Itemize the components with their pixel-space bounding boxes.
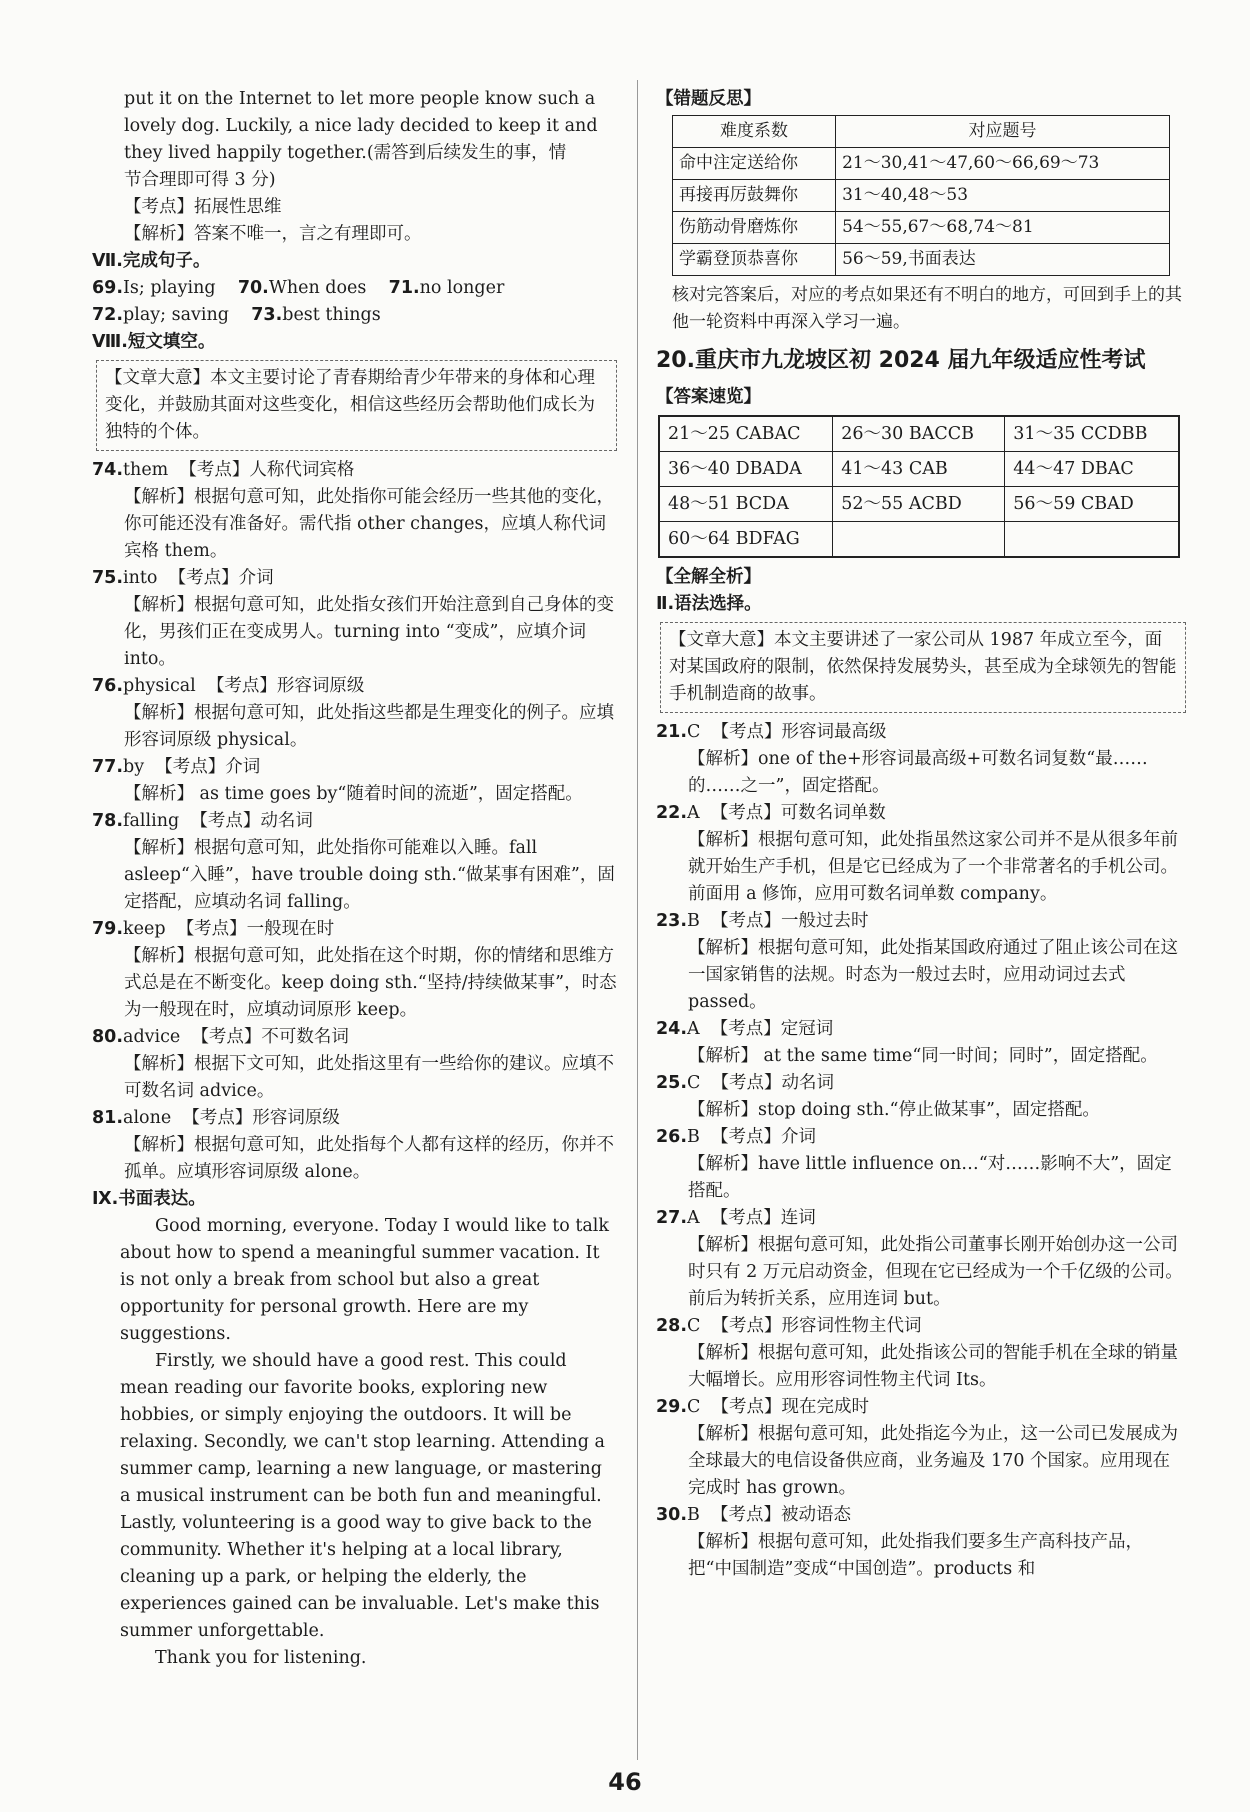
key-point: 【考点】人称代词宾格	[179, 460, 355, 480]
text-line: lovely dog. Luckily, a nice lady decided to keep it and	[124, 116, 598, 136]
answer-item	[656, 1070, 1186, 1124]
summary-box: 【文章大意】本文主要讨论了青春期给青少年带来的身体和心理变化，并鼓励其面对这些变化，相信这些经历会帮助他们成长为独特的个体。	[96, 360, 617, 451]
table-cell: 伤筋动骨磨炼你	[673, 212, 836, 244]
error-reflection-table	[672, 115, 1170, 276]
answer-item	[656, 719, 1186, 800]
table-header-row	[673, 116, 1170, 148]
table-cell	[1005, 522, 1179, 558]
analysis: 【解析】根据句意可知，此处指迄今为止，这一公司已发展成为全球最大的电信设备供应商，业务遍及 170 个国家。应用现在完成时 has grown。	[688, 1424, 1178, 1498]
table-cell: 56～59 CBAD	[1005, 487, 1179, 522]
key-point: 【考点】不可数名词	[191, 1027, 349, 1047]
question-number: 80.	[92, 1027, 124, 1047]
answer-item	[92, 1105, 617, 1186]
analysis: 【解析】根据句意可知，此处指该公司的智能手机在全球的销量大幅增长。应用形容词性物主代词 Its。	[688, 1343, 1178, 1390]
essay-paragraph: Good morning, everyone. Today I would like to talk about how to spend a meaningful summer vacation. It is not only a break from school but also a great opportunity for personal growth. Here are my suggestions.	[120, 1216, 609, 1344]
answer: B	[687, 1127, 700, 1147]
table-cell: 命中注定送给你	[673, 148, 836, 180]
question-number: 73.	[251, 305, 283, 325]
answer-item	[656, 908, 1186, 1016]
table-cell: 48～51 BCDA	[659, 487, 833, 522]
table-cell: 41～43 CAB	[833, 452, 1005, 487]
question-number: 26.	[656, 1127, 688, 1147]
answer-item	[92, 916, 617, 1024]
question-number: 69.	[92, 278, 124, 298]
answer-item	[92, 808, 617, 916]
answer: A	[687, 1019, 700, 1039]
table-cell: 学霸登顶恭喜你	[673, 244, 836, 276]
question-number: 24.	[656, 1019, 688, 1039]
right-column	[656, 86, 1186, 1583]
analysis: 【解析】根据句意可知，此处指某国政府通过了阻止该公司在这一国家销售的法规。时态为一般过去时，应用动词过去式 passed。	[688, 938, 1178, 1012]
table-cell: 36～40 DBADA	[659, 452, 833, 487]
answer: A	[687, 803, 700, 823]
analysis-label: 【解析】	[688, 1532, 758, 1552]
text-line: 节合理即可得 3 分)	[124, 170, 276, 190]
answer-grid	[658, 415, 1180, 558]
section-heading: Ⅸ.书面表达。	[92, 1189, 206, 1209]
section-heading: Ⅶ.完成句子。	[92, 251, 211, 271]
answer-overview-title: 【答案速览】	[656, 387, 761, 407]
answer: falling	[123, 811, 180, 831]
question-number: 75.	[92, 568, 124, 588]
table-cell: 52～55 ACBD	[833, 487, 1005, 522]
table-cell: 再接再厉鼓舞你	[673, 180, 836, 212]
key-point: 【考点】动名词	[190, 811, 313, 831]
answer-item	[656, 1016, 1186, 1070]
key-point: 【考点】形容词原级	[206, 676, 365, 696]
page-number: 46	[608, 1768, 642, 1796]
answer: play; saving	[123, 305, 229, 325]
analysis: 【解析】根据句意可知，此处指女孩们开始注意到自己身体的变化，男孩们正在变成男人。turning into “变成”，应填介词 into。	[124, 595, 614, 669]
answer: by	[123, 757, 145, 777]
table-row	[673, 212, 1170, 244]
question-number: 29.	[656, 1397, 688, 1417]
key-point: 【考点】一般过去时	[711, 911, 869, 931]
key-point: 【考点】定冠词	[710, 1019, 834, 1039]
table-cell: 31～35 CCDBB	[1005, 416, 1179, 452]
question-number: 77.	[92, 757, 124, 777]
answer-line	[92, 275, 617, 302]
section-heading: Ⅱ.语法选择。	[656, 594, 762, 614]
answer: Is; playing	[123, 278, 216, 298]
table-row	[673, 244, 1170, 276]
analysis: 【解析】答案不唯一，言之有理即可。	[124, 224, 422, 244]
question-number: 76.	[92, 676, 124, 696]
answer: C	[687, 722, 701, 742]
section-heading: Ⅷ.短文填空。	[92, 332, 216, 352]
answer-item	[92, 754, 617, 808]
text-line: put it on the Internet to let more people know such a	[124, 89, 596, 109]
answer-item	[656, 1205, 1186, 1313]
analysis: 【解析】根据句意可知，此处指你可能难以入睡。fall asleep“入睡”，have trouble doing sth.“做某事有困难”，固定搭配，应填动名词 falling。	[124, 838, 615, 912]
analysis: 【解析】one of the+形容词最高级+可数名词复数“最……的……之一”，固定搭配。	[688, 749, 1148, 796]
question-number: 78.	[92, 811, 124, 831]
answer-item	[92, 565, 617, 673]
summary-box: 【文章大意】本文主要讲述了一家公司从 1987 年成立至今，面对某国政府的限制，依然保持发展势头，甚至成为全球领先的智能手机制造商的故事。	[660, 622, 1186, 713]
essay-paragraph: Thank you for listening.	[155, 1648, 367, 1668]
analysis: 【解析】根据句意可知，此处指在这个时期，你的情绪和思维方式总是在不断变化。keep doing sth.“坚持/持续做某事”，时态为一般现在时，应填动词原形 keep。	[124, 946, 617, 1020]
answer-item	[92, 457, 617, 565]
answer: them	[123, 460, 169, 480]
answer-item	[656, 1124, 1186, 1205]
table-header: 对应题号	[836, 116, 1170, 148]
question-number: 23.	[656, 911, 688, 931]
analysis: 【解析】根据句意可知，此处指虽然这家公司并不是从很多年前就开始生产手机，但是它已经成为了一个非常著名的手机公司。前面用 a 修饰，应用可数名词单数 company。	[688, 830, 1178, 904]
full-analysis-title: 【全解全析】	[656, 567, 761, 587]
table-cell	[833, 522, 1005, 558]
table-header: 难度系数	[673, 116, 836, 148]
answer: keep	[123, 919, 166, 939]
answer: no longer	[419, 278, 505, 298]
answer: C	[687, 1073, 701, 1093]
question-number: 74.	[92, 460, 124, 480]
analysis: 【解析】stop doing sth.“停止做某事”，固定搭配。	[688, 1100, 1100, 1120]
analysis	[656, 1529, 1186, 1583]
key-point: 【考点】形容词性物主代词	[711, 1316, 922, 1336]
answer: B	[687, 1505, 700, 1525]
error-reflection-title: 【错题反思】	[656, 89, 761, 109]
question-number: 22.	[656, 803, 688, 823]
key-point: 【考点】现在完成时	[711, 1397, 870, 1417]
table-cell: 54～55,67～68,74～81	[836, 212, 1170, 244]
answer-item	[656, 1313, 1186, 1394]
answer-item	[656, 1394, 1186, 1502]
answer-item	[92, 673, 617, 754]
essay	[92, 1213, 617, 1672]
key-point: 【考点】一般现在时	[176, 919, 335, 939]
left-column	[92, 86, 617, 1672]
key-point: 【考点】被动语态	[711, 1505, 852, 1525]
key-point: 【考点】形容词原级	[182, 1108, 340, 1128]
analysis: 【解析】根据下文可知，此处指这里有一些给你的建议。应填不可数名词 advice。	[124, 1054, 614, 1101]
key-point: 【考点】动名词	[711, 1073, 835, 1093]
table-cell: 60～64 BDFAG	[659, 522, 833, 558]
question-number: 79.	[92, 919, 124, 939]
analysis: 【解析】根据句意可知，此处指每个人都有这样的经历，你并不孤单。应填形容词原级 alone。	[124, 1135, 614, 1182]
key-point: 【考点】介词	[711, 1127, 817, 1147]
question-number: 25.	[656, 1073, 688, 1093]
analysis: 【解析】根据句意可知，此处指这些都是生理变化的例子。应填形容词原级 physical。	[124, 703, 614, 750]
question-number: 81.	[92, 1108, 124, 1128]
analysis-text: 根据句意可知，此处指我们要多生产高科技产品，把“中国制造”变成“中国创造”。products 和	[688, 1532, 1143, 1579]
analysis: 【解析】根据句意可知，此处指公司董事长刚开始创办这一公司时只有 2 万元启动资金，但现在它已经成为一个千亿级的公司。前后为转折关系，应用连词 but。	[688, 1235, 1183, 1309]
exam-title: 20.重庆市九龙坡区初 2024 届九年级适应性考试	[656, 348, 1146, 373]
question-number: 30.	[656, 1505, 688, 1525]
answer: C	[687, 1316, 701, 1336]
essay-paragraph: Firstly, we should have a good rest. This could mean reading our favorite books, exploring new hobbies, or simply enjoying the outdoors. It will be relaxing. Secondly, we can't stop learning. Attending a summer camp, learning a new language, or mastering a musical instrument can be both fun and meaningful. Lastly, volunteering is a good way to give back to the community. Whether it's helping at a local library, cleaning up a park, or helping the elderly, the experiences gained can be invaluable. Let's make this summer unforgettable.	[120, 1351, 605, 1641]
key-point: 【考点】可数名词单数	[710, 803, 886, 823]
answer: into	[123, 568, 158, 588]
key-point: 【考点】拓展性思维	[124, 197, 282, 217]
table-row	[659, 452, 1179, 487]
answer: A	[687, 1208, 700, 1228]
answer: When does	[268, 278, 367, 298]
answer-item	[656, 1502, 1186, 1583]
table-row	[673, 148, 1170, 180]
answer: C	[687, 1397, 701, 1417]
answer: best things	[282, 305, 381, 325]
table-cell: 21～30,41～47,60～66,69～73	[836, 148, 1170, 180]
answer: physical	[123, 676, 196, 696]
question-number: 27.	[656, 1208, 688, 1228]
table-row	[673, 180, 1170, 212]
analysis: 【解析】have little influence on…“对……影响不大”，固定搭配。	[688, 1154, 1172, 1201]
key-point: 【考点】介词	[168, 568, 274, 588]
answer: alone	[123, 1108, 172, 1128]
question-number: 21.	[656, 722, 688, 742]
answer-line	[92, 302, 617, 329]
question-number: 71.	[388, 278, 420, 298]
table-cell: 26～30 BACCB	[833, 416, 1005, 452]
table-cell: 31～40,48～53	[836, 180, 1170, 212]
table-cell: 21～25 CABAC	[659, 416, 833, 452]
answer-item	[656, 800, 1186, 908]
table-cell: 56～59,书面表达	[836, 244, 1170, 276]
analysis: 【解析】 as time goes by“随着时间的流逝”，固定搭配。	[124, 784, 583, 804]
analysis: 【解析】根据句意可知，此处指你可能会经历一些其他的变化，你可能还没有准备好。需代指 other changes，应填人称代词宾格 them。	[124, 487, 614, 561]
key-point: 【考点】连词	[710, 1208, 816, 1228]
table-cell: 44～47 DBAC	[1005, 452, 1179, 487]
analysis: 【解析】 at the same time“同一时间；同时”，固定搭配。	[688, 1046, 1158, 1066]
answer: advice	[123, 1027, 181, 1047]
answer-item	[92, 1024, 617, 1105]
column-divider	[637, 80, 638, 1760]
table-row	[659, 416, 1179, 452]
key-point: 【考点】形容词最高级	[711, 722, 887, 742]
key-point: 【考点】介词	[155, 757, 261, 777]
table-row	[659, 487, 1179, 522]
table-row	[659, 522, 1179, 558]
question-number: 70.	[237, 278, 269, 298]
note-text: 核对完答案后，对应的考点如果还有不明白的地方，可回到手上的其他一轮资料中再深入学习一遍。	[672, 285, 1182, 332]
answer: B	[687, 911, 700, 931]
question-number: 28.	[656, 1316, 688, 1336]
question-number: 72.	[92, 305, 124, 325]
text-line: they lived happily together.(需答到后续发生的事，情	[124, 143, 567, 163]
